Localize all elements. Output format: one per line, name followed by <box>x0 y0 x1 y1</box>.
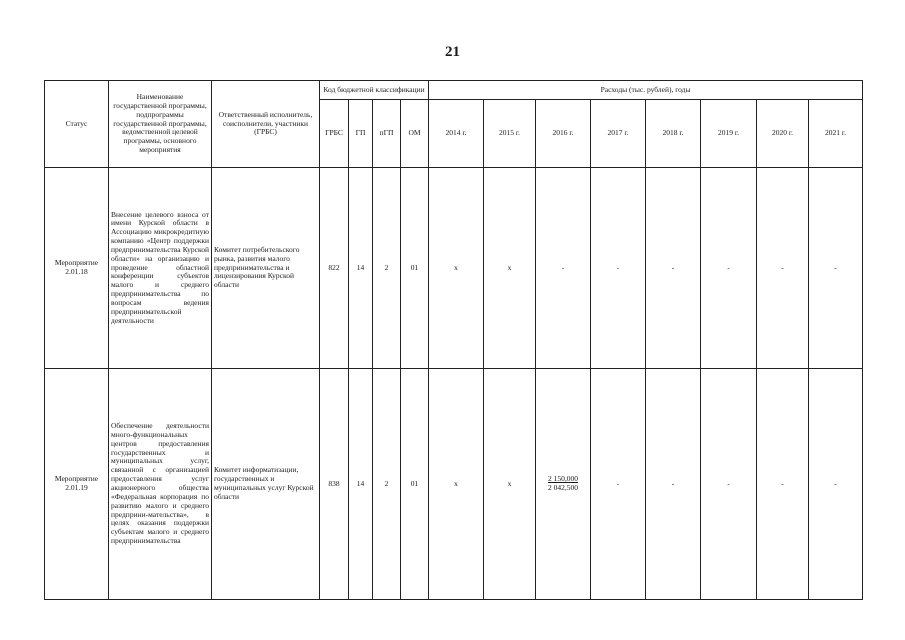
row-y2016 <box>536 369 591 600</box>
row-grbs: 838 <box>320 369 349 600</box>
header-year-2020: 2020 г. <box>757 100 809 168</box>
row-y2015: х <box>484 168 536 369</box>
row-y2016-amount-planned: 2 150,000 <box>548 474 579 484</box>
header-year-2016: 2016 г. <box>536 100 591 168</box>
row-y2018: - <box>646 369 701 600</box>
row-y2016-amount-actual: 2 042,500 <box>548 483 579 492</box>
page-number: 21 <box>445 44 460 60</box>
row-y2017: - <box>591 168 646 369</box>
header-gp: ГП <box>349 100 373 168</box>
row-y2020: - <box>757 369 809 600</box>
row-y2014: х <box>429 369 484 600</box>
header-om: ОМ <box>401 100 429 168</box>
header-year-2015: 2015 г. <box>484 100 536 168</box>
row-y2019: - <box>701 168 757 369</box>
header-year-2014: 2014 г. <box>429 100 484 168</box>
header-grbs: ГРБС <box>320 100 349 168</box>
row-om: 01 <box>401 369 429 600</box>
header-pgp: пГП <box>373 100 401 168</box>
row-responsible: Комитет потребительского рынка, развития малого предпринимательства и лицензирования Курской области <box>212 168 320 369</box>
row-name: Обеспечение деятельности много-функциональных центров предоставления государственных и муниципальных услуг, связанной с организацией предоставления услуг акционерного общества «Федеральная корпорация по развитию малого и среднего предприни-мательства», в целях оказания поддержки субъектам малого и среднего предпринимательства <box>109 369 212 600</box>
row-gp: 14 <box>349 168 373 369</box>
row-y2014: х <box>429 168 484 369</box>
row-y2015: х <box>484 369 536 600</box>
header-budget-code: Код бюджетной классификации <box>320 81 429 100</box>
budget-table <box>44 80 863 600</box>
row-gp: 14 <box>349 369 373 600</box>
row-y2018: - <box>646 168 701 369</box>
header-year-2021: 2021 г. <box>809 100 863 168</box>
header-status: Статус <box>45 81 109 168</box>
row-y2016: - <box>536 168 591 369</box>
row-responsible: Комитет информатизации, государственных и муниципальных услуг Курской области <box>212 369 320 600</box>
row-y2019: - <box>701 369 757 600</box>
row-om: 01 <box>401 168 429 369</box>
header-responsible: Ответственный исполнитель, соисполнители, участники (ГРБС) <box>212 81 320 168</box>
table-row <box>45 369 863 600</box>
row-pgp: 2 <box>373 369 401 600</box>
row-y2020: - <box>757 168 809 369</box>
header-row-top <box>45 81 863 100</box>
row-name: Внесение целевого взноса от имени Курской области в Ассоциацию микрокредитную компанию «Центр поддержки предпринимательства Курской области» на организацию и проведение областной конференции субъектов малого и среднего предпринимательства по вопросам ведения предпринимательской деятельности <box>109 168 212 369</box>
row-grbs: 822 <box>320 168 349 369</box>
header-name: Наименование государственной программы, подпрограммы государственной программы, ведомственной целевой программы, основного мероприятия <box>109 81 212 168</box>
header-year-2019: 2019 г. <box>701 100 757 168</box>
row-y2021: - <box>809 168 863 369</box>
header-year-2017: 2017 г. <box>591 100 646 168</box>
row-y2017: - <box>591 369 646 600</box>
row-pgp: 2 <box>373 168 401 369</box>
row-status: Мероприятие 2.01.18 <box>45 168 109 369</box>
row-y2021: - <box>809 369 863 600</box>
header-year-2018: 2018 г. <box>646 100 701 168</box>
row-status: Мероприятие 2.01.19 <box>45 369 109 600</box>
table-row <box>45 168 863 369</box>
header-expenses: Расходы (тыс. рублей), годы <box>429 81 863 100</box>
